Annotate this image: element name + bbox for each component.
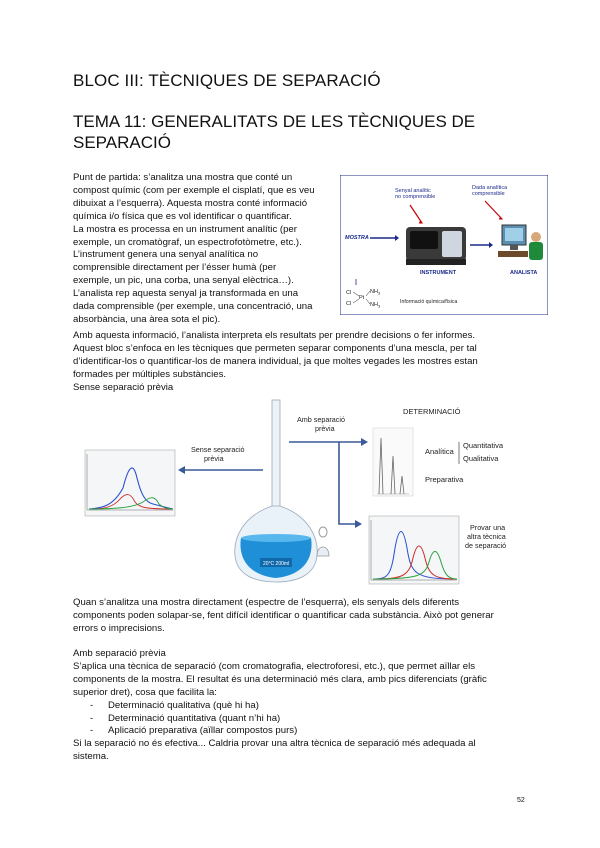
- amb-line: formades per múltiples substàncies.: [73, 368, 227, 380]
- determination-list: [73, 700, 533, 739]
- formula-nh1: $NH_3$: [370, 289, 381, 296]
- down-arrow-head: [355, 520, 362, 528]
- mostra-label: MOSTRA: [345, 235, 369, 241]
- list-item: - Aplicació preparativa (aïllar compostos purs): [90, 725, 533, 738]
- bloc-title: BLOC III: TÈCNIQUES DE SEPARACIÓ: [73, 71, 381, 90]
- analista-label: ANALISTA: [510, 270, 538, 276]
- formula-cl2: Cl: [346, 301, 352, 307]
- intro-line: exemple, un cromatògraf, un espectrofotòmetre, etc.).: [73, 236, 302, 248]
- page-number: 52: [517, 797, 525, 804]
- list-item: - Determinació quantitativa (quant n’hi ha): [90, 713, 533, 726]
- intro-line: dibuixat a l’esquerra). Aquesta mostra conté informació: [73, 197, 308, 209]
- amb-line: Amb aquesta informació, l’analista interpreta els resultats per prendre decisions o fer informes.: [73, 330, 476, 341]
- sense-arrow-head: [178, 466, 185, 474]
- signal-label-line1: Senyal analític: [395, 188, 431, 194]
- amb-separacio-section: [73, 648, 533, 764]
- amb-line: Aquest bloc s’enfoca en les tècniques que permeten separar components d’una mescla, per tal: [73, 342, 477, 354]
- instrument-icon: [406, 227, 466, 265]
- sense-label: [191, 445, 247, 463]
- amb-label-line2: prèvia: [315, 424, 335, 433]
- sense-label-line1: Sense separació: [191, 445, 245, 454]
- overlap-paragraph: [73, 597, 533, 636]
- separation-figure: [73, 398, 531, 588]
- closing-line: Si la separació no és efectiva... Caldria provar una altra tècnica de separació més adequada al: [73, 738, 476, 750]
- closing-line: sistema.: [73, 751, 109, 763]
- formula-nh2: $NH_3$: [370, 302, 381, 309]
- volumetric-flask: [235, 400, 317, 582]
- flask-label: 20°C 200ml: [263, 561, 290, 567]
- sense-heading: Sense separació prèvia: [73, 381, 174, 393]
- intro-line: La mostra es processa en un instrument analític (per: [73, 223, 297, 235]
- intro-line: comprensible directament per l’ésser humà (per: [73, 262, 277, 274]
- quantitativa-label: Quantitativa: [463, 441, 504, 450]
- amb-line: d’identificar-los o quantificar-los de manera individual, ja que moltes vegades les mostres estan: [73, 355, 478, 367]
- intro-line: química i/o física que es vol identificar o quantificar.: [73, 210, 292, 222]
- preparativa-label: Preparativa: [425, 475, 464, 484]
- instrument-label: INSTRUMENT: [420, 270, 457, 276]
- intro-line: absorbància, una àrea sota el pic).: [73, 313, 221, 325]
- data-label-line1: Dada analítica: [472, 185, 508, 191]
- intro-line: exemple, un pic, una corba, una senyal elèctrica…).: [73, 275, 294, 287]
- signal-label-line2: no comprensible: [395, 194, 436, 200]
- intro-line: L’analista rep aquesta senyal ja transformada en una: [73, 288, 299, 300]
- intro-line: Punt de partida: s’analitza una mostra que conté un: [73, 172, 293, 183]
- separated-peaks-chart: [373, 428, 413, 496]
- intro-line: dada comprensible (per exemple, una concentració, una: [73, 301, 313, 313]
- amb-arrow-head: [361, 438, 368, 446]
- down-arrow-line: [339, 442, 357, 524]
- analytical-process-figure: [340, 175, 548, 315]
- provar-label-line1: Provar una: [470, 523, 506, 532]
- section2-line: S’aplica una tècnica de separació (com cromatografia, electroforesi, etc.), que permet aïllar els: [73, 660, 476, 672]
- overlap-line: errors o imprecisions.: [73, 622, 165, 634]
- amb-label-line1: Amb separació: [297, 415, 345, 424]
- list-item: - Determinació qualitativa (què hi ha): [90, 700, 533, 713]
- intro-line: compost químic (com per exemple el cisplatí, que es veu: [73, 184, 315, 196]
- amb-paragraph: [73, 330, 533, 395]
- provar-label-line2: altra tècnica: [467, 532, 506, 541]
- data-label-line2: comprensible: [472, 191, 505, 197]
- formula-cl1: Cl: [346, 290, 352, 296]
- qualitativa-label: Qualitativa: [463, 454, 499, 463]
- section2-line: superior dret), cosa que facilita la:: [73, 686, 217, 698]
- flask-stopper: [317, 527, 329, 556]
- signal-label: [395, 188, 435, 200]
- provar-label: [465, 523, 508, 550]
- analitica-label: Analítica: [425, 447, 454, 456]
- figure1-caption: Informació química/física: [400, 299, 458, 305]
- intro-line: L’instrument genera una senyal analítica no: [73, 249, 259, 261]
- data-label: [472, 185, 509, 197]
- section2-heading: Amb separació prèvia: [73, 648, 166, 659]
- provar-label-line3: de separació: [465, 541, 507, 550]
- amb-label: [297, 415, 347, 433]
- formula-pt: Pt: [359, 295, 365, 301]
- right-spectrum-chart: [369, 516, 459, 584]
- determinacio-label: DETERMINACIÓ: [403, 407, 461, 416]
- section2-line: components de la mostra. El resultat és una determinació més clara, amb pics diferenciats (gràfic: [73, 673, 487, 685]
- left-spectrum-chart: [85, 450, 175, 516]
- overlap-line: components poden solapar-se, fent difícil identificar o quantificar cada substància. Això pot generar: [73, 609, 494, 621]
- intro-paragraph: [73, 172, 331, 327]
- tema-title: TEMA 11: GENERALITATS DE LES TÈCNIQUES DE SEPARACIÓ: [73, 112, 476, 152]
- sense-label-line2: prèvia: [204, 454, 224, 463]
- overlap-line: Quan s’analitza una mostra directament (espectre de l’esquerra), els senyals dels diferents: [73, 597, 460, 608]
